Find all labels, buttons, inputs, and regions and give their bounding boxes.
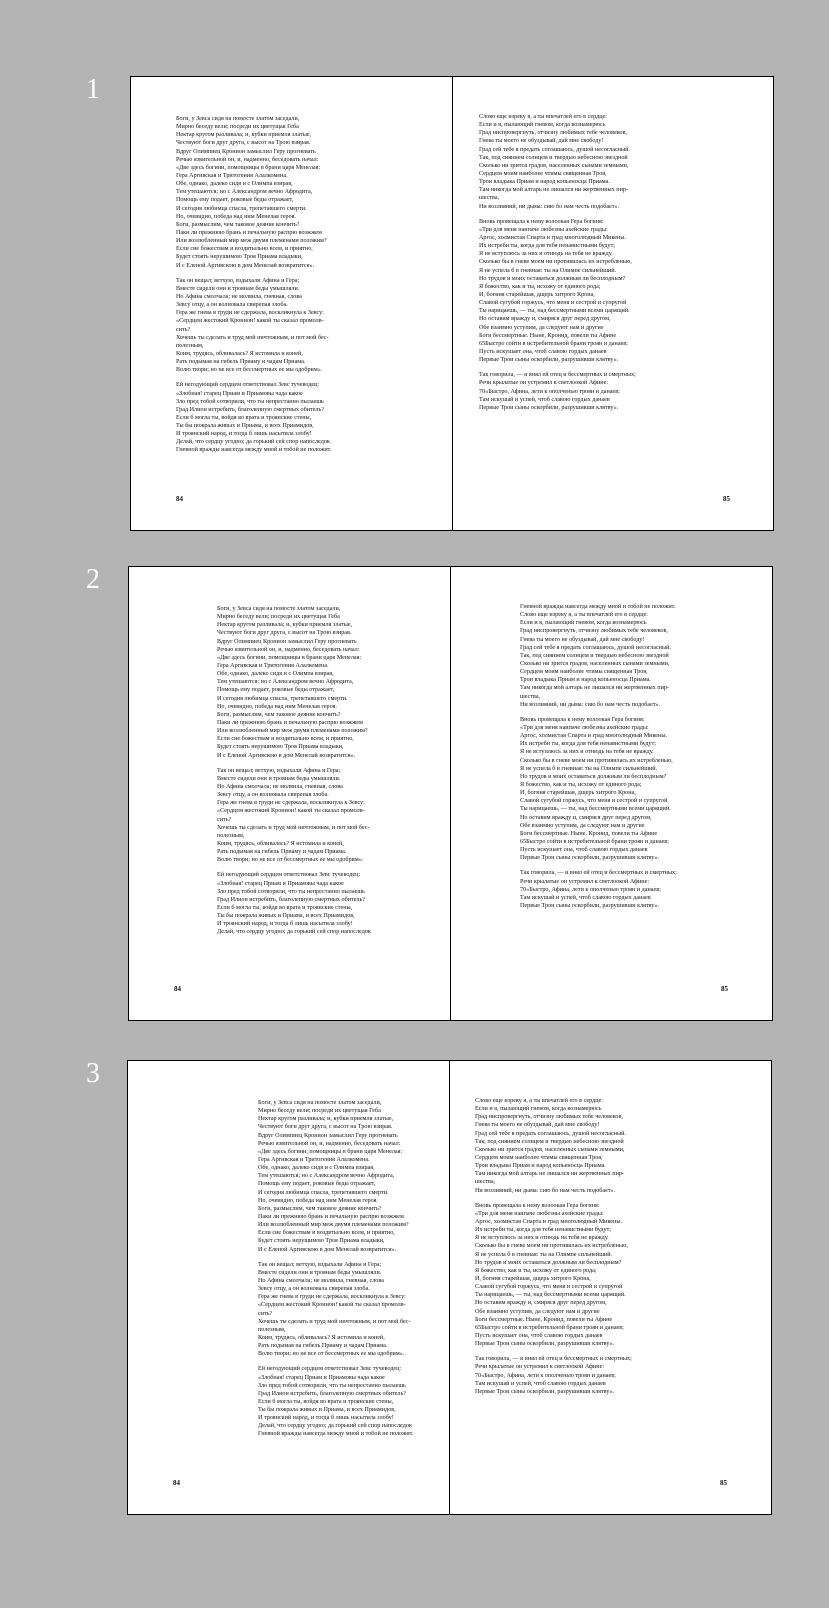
text-line: Так он вещал; ветхую, вздыхали Афина и Гера; [176,277,300,284]
text-line: Вновь провещала к нему волоокая Гера богиня: [479,218,604,225]
text-line: Но оставим вражду и, смиряся друг перед другом, [475,1300,607,1307]
text-line: Если и я, пылающий гневом, когда вознамерюсь [475,1106,602,1113]
text-line: Если б могла ты, войдя во врата и троянские стены, [258,1398,394,1405]
text-line: Вдруг Олимпиец Кронион замыслил Геру прогневать [176,148,316,155]
text-line: 65Быстро сойти в истребительной брани троян и данаев; [479,340,628,347]
text-line: Паки ли прежнюю брань и печальную распрю возжжем [176,229,322,236]
text-line: Гера же гнева в груди не сдержала, воскликнула к Зевсу: [217,800,365,807]
text-line: Я не успела б в гневная: ты на Олимпе сильнейший. [479,267,617,274]
text-line: Обе взаимно уступим, да следуют нам и другие [479,324,604,331]
page-text [217,605,371,936]
text-line: Я не успела б в гневная: ты на Олимпе сильнейший. [520,765,658,772]
text-line: 70«Быстро, Афина, лети к ополченью троян и данаев; [475,1372,616,1379]
text-line: И троянский народ, и тогда б лишь насытила злобу! [258,1415,394,1422]
text-line: Хочешь ты сделать и труд мой ничтожным, и пот мой бес- [258,1318,411,1325]
text-line: Гнева ты моего не обуздывай, дай мне свободу! [475,1122,600,1129]
left-page [129,567,450,1020]
text-line: Обе взаимно уступим, да следуют нам и другие [475,1308,600,1315]
text-line: 70«Быстро, Афина, лети к ополченью троян и данаев; [479,388,620,395]
text-line: Пусть искушает она, чтоб славою гордых данаев [475,1332,603,1339]
text-line: Рать подымая на гибель Приаму и чадам Приама. [217,849,347,856]
text-line: Гера Аргивская и Тритогения Алалкомена. [258,1156,370,1163]
text-line: «Три для меня наипаче любезны ахейские грады: [479,226,608,233]
text-line: Ты нарицаешь, — ты, над бессмертными всеми царящий. [479,308,630,315]
text-line: Слово еще изреку я, а ты впечатлей его в сердце: [475,1098,603,1104]
text-line: Зевсу отцу, а он волновала свирепая злоба. [176,302,288,309]
stanza-gap [217,864,371,871]
text-line: Ей негодующий сердцем ответствовал Зевс тучеводец: [217,872,361,879]
text-line: Аргос, холмистая Спарта и град многолюдный Микены. [475,1218,622,1225]
text-line: Так, под сиянием солнцем и твердью небесною звездной [520,652,669,659]
text-line: Паки ли прежнюю брань и печальную распрю возжжем [217,719,363,726]
text-line: И сегодня любимца спасла, трепетавшего смерти. [217,695,348,702]
text-line: Речью язвительной он, и, надменно, беседовать начал: [258,1140,401,1147]
text-line: И, богиня старейшая, дщерь хитрого Крона, [520,790,636,797]
text-line: Делай, что сердцу угодно; да горький сей спор напоследок [217,929,371,936]
text-line: Сердцем моим наиболее чтимы священная Троя, [520,669,648,676]
text-line: Хочешь ты сделать и труд мой ничтожным, и пот мой бес- [217,824,370,831]
text-line: Я не успела б в гневная: ты на Олимпе сильнейший. [475,1251,613,1258]
stanza-gap [475,1195,632,1202]
text-line: Волю твори; но не все от бессмертных ее мы одобрим». [176,367,323,374]
stanza-gap [258,1358,413,1365]
text-line: Первые Трои сыны оскорбили, разрушивши клятву». [520,855,660,862]
text-line: Сердцем моим наиболее чтимы священная Троя, [475,1154,603,1161]
text-line: «Три для меня наипаче любезны ахейские грады: [520,724,649,731]
text-line: Обе, однако, далеко сидя и с Олимпа взирая, [176,181,293,188]
text-line: Сколько ни зрится градов, населенных сынами земными, [475,1146,625,1153]
stanza-gap [479,211,636,218]
text-line: Трои владыка Приам и народ копьеносца Приама. [475,1163,606,1170]
text-line: Первые Трои сыны оскорбили, разрушивши клятву». [479,404,619,411]
text-line: Боги бессмертные. Ныне, Кронид, повели ты Афине [475,1316,613,1323]
text-line: Обе взаимно уступим, да следуют нам и другие [520,822,645,829]
text-line: Тем утешаются; но с Александром вечно Афродита, [258,1173,395,1180]
stanza-gap [217,760,371,767]
text-line: Паки ли прежнюю брань и печальную распрю возжжем [258,1213,404,1220]
text-line: Там искушай и успей, чтоб славою гордых данаев [479,396,610,403]
page-number: 85 [721,985,728,993]
text-line: Хочешь ты сделать и труд мой ничтожным, и пот мой бес- [176,334,329,341]
text-line: Но оставим вражду и, смиряся друг перед другом, [479,316,611,323]
text-line: Боги, размыслим, чем таковое деяние кончить? [176,221,300,228]
text-line: Речью язвительной он, и, надменно, беседовать начал: [176,156,319,163]
text-line: Гнева ты моего не обуздывай, дай мне свободу! [479,138,604,145]
text-line: Ты нарицаешь, — ты, над бессмертными всеми царящий. [475,1292,626,1299]
text-line: сить? [217,816,232,823]
text-line: Речи крылатые он устремил к светлоокой Афине: [479,380,609,387]
text-line: Славой сугубой горжусь, что меня и сестрой и супругой [520,798,668,805]
text-line: Так он вещал; ветхую, вздыхали Афина и Гера; [258,1261,382,1268]
text-line: Делай, что сердцу угодно; да горький сей спор напоследок [258,1423,412,1430]
page-number: 84 [174,985,181,993]
text-line: шества, [520,693,541,700]
text-line: Сколько ни зрится градов, населенных сынами земными, [479,162,629,169]
text-line: И сегодня любимца спасла, трепетавшего смерти. [258,1189,389,1196]
text-line: Боги бессмертные. Ныне, Кронид, повели ты Афине [520,830,658,837]
text-line: Ты бы пожрала живых и Приама, и всех Приамидов, [258,1407,396,1414]
text-line: 65Быстро сойти в истребительной брани троян и данаев; [520,838,669,845]
text-line: Вместе сидели они и троянам беды умышляли. [217,775,341,782]
text-line: Но Афина смолчала; не молвила, гневная, слова [176,293,302,300]
stanza-gap [520,709,677,716]
text-line: Тем утешаются; но с Александром вечно Афродита, [176,189,313,196]
text-line: «Сердцем жестокий Кронион! какой ты сказал промолв- [258,1302,406,1309]
stanza-gap [258,1254,413,1261]
text-line: Мирно беседу вели; посреди их цветущая Геба [217,614,340,621]
text-line: Мирно беседу вели; посреди их цветущая Геба [258,1108,381,1115]
text-line: Обе, однако, далеко сидя и с Олимпа взирая, [217,671,334,678]
text-line: «Злобная! старец Приам и Приамовы чада какое [258,1374,385,1381]
text-line: Слово еще изреку я, а ты впечатлей его в сердце: [520,612,648,619]
text-line: Слово еще изреку я, а ты впечатлей его в сердце: [479,114,607,120]
text-line: Или возлюбленный мир меж двумя племенами положим? [258,1222,409,1229]
text-line: сить? [176,326,191,333]
text-line: Первые Трои сыны оскорбили, разрушивши клятву». [479,357,619,364]
text-line: Боги бессмертные. Ныне, Кронид, повели ты Афине [479,332,617,339]
text-line: Будет стоять нерушимою Троя Приама владыки, [176,254,303,261]
text-line: Аргос, холмистая Спарта и град многолюдный Микены. [479,234,626,241]
text-line: Вместе сидели они и троянам беды умышляли. [176,285,300,292]
text-line: Боги, у Зевса сидя на помосте златом заседали, [217,606,341,612]
text-line: Гера же гнева в груди не сдержала, воскликнула к Зевсу: [176,310,324,317]
text-line: Град ниспровергнуть, отчизну любимых тебе человеков, [520,628,668,635]
text-line: Но, очевидно, победа над ним Менелая героя. [258,1197,378,1204]
text-line: Гневной вражды навсегда между мной и тобой не положит. [520,604,676,610]
text-line: «Сердцем жестокий Кронион! какой ты сказал промолв- [176,318,324,325]
text-line: Вместе сидели они и троянам беды умышляли. [258,1269,382,1276]
spread-number: 3 [86,1058,100,1089]
text-line: Трои владыка Приам и народ копьеносца Приама. [520,677,651,684]
text-line: Нектар кругом разливала; и, кубки приемля златые, [217,622,353,629]
page-text [258,1099,413,1439]
page-text [475,1097,632,1396]
text-line: Славой сугубой горжусь, что меня и сестрой и супругой [479,300,627,307]
text-line: Обе, однако, далеко сидя и с Олимпа взирая, [258,1165,375,1172]
text-line: «Три для меня наипаче любезны ахейские грады: [475,1210,604,1217]
text-line: Но трудов и моих оставаться должным ли бесплодным? [520,773,667,780]
text-line: Если б могла ты, войдя во врата и троянские стены, [217,904,353,911]
text-line: Их истреби ты, когда для тебя ненавистными будут; [475,1227,611,1234]
text-line: Славой сугубой горжусь, что меня и сестрой и супругой [475,1284,623,1291]
text-line: 70«Быстро, Афина, лети к ополченью троян и данаев; [520,886,661,893]
page-text [176,115,331,455]
page-number: 84 [173,1479,180,1487]
text-line: Сколько бы в гневе моем ни противилась их истребленью, [479,259,632,266]
text-line: Пусть искушает она, чтоб славою гордых данаев [479,348,607,355]
right-page [452,77,773,530]
text-line: Но, очевидно, победа над ним Менелая героя. [217,703,337,710]
text-line: Ей негодующий сердцем ответствовал Зевс тучеводец: [258,1366,402,1373]
text-line: Будет стоять нерушимою Троя Приама владыки, [258,1238,385,1245]
text-line: Зло пред тобой сотворили, что ты непрестанно пылаешь [176,398,324,405]
text-line: Гневной вражды навсегда между мной и тобой не положит. [176,447,332,454]
text-line: Помощь ему подает, роковые беды отражает, [258,1181,376,1188]
text-line: Там никогда мой алтарь не лишался ни жертвенных пир- [520,685,669,692]
page-spread [127,1060,772,1515]
text-line: полезным, [176,342,204,349]
text-line: Но Афина смолчала; не молвила, гневная, слова [258,1277,384,1284]
text-line: И с Еленой Аргивскою в дом Менелай возвратится». [217,752,356,759]
text-line: И троянский народ, и тогда б лишь насытила злобу! [176,431,312,438]
text-line: Трои владыка Приам и народ копьеносца Приама. [479,179,610,186]
text-line: «Две здесь богини, помощницы в брани царя Менелая: [258,1148,403,1155]
text-line: Если сие божествам и воздвтыльно всем, и приятно, [258,1230,395,1237]
right-page [450,567,772,1020]
text-line: Я не вступлюсь за них и отнюдь на тебя не вражду. [479,251,613,258]
text-line: Но Афина смолчала; не молвила, гневная, слова [217,783,343,790]
text-line: Их истреби ты, когда для тебя ненавистными будут; [520,741,656,748]
text-line: Но оставим вражду и, смиряся друг перед другом, [520,814,652,821]
text-line: 65Быстро сойти в истребительной брани троян и данаев; [475,1324,624,1331]
text-line: И с Еленой Аргивскою в дом Менелай возвратится». [258,1246,397,1253]
text-line: Град сей тебе я предать соглашаюсь, душой несогласный. [520,644,671,651]
text-line: Я не вступлюсь за них и отнюдь на тебя не вражду. [475,1235,609,1242]
text-line: И троянский народ, и тогда б лишь насытила злобу! [217,921,353,928]
stanza-gap [176,270,331,277]
spread-number: 1 [86,74,100,105]
text-line: Чествуют боги друг друга, с высот на Трою взирая. [258,1124,393,1131]
text-line: Боги, размыслим, чем таковое деяние кончить? [258,1205,382,1212]
stanza-gap [520,862,677,869]
text-line: Ни возлияний, ни дыма: сию бо нам честь подобает». [479,203,620,210]
text-line: Если сие божествам и воздвтыльно всем, и приятно, [217,736,354,743]
text-line: Коим, трудясь, обливалась? Я истомила и коней, [176,350,303,357]
text-line: Зло пред тобой сотворили, что ты непрестанно пылаешь [258,1382,406,1389]
page-number: 85 [720,1479,727,1487]
text-line: «Сердцем жестокий Кронион! какой ты сказал промолв- [217,808,365,815]
text-line: Но, очевидно, победа над ним Менелая героя. [176,213,296,220]
text-line: Вдруг Олимпиец Кронион замыслил Геру прогневать [258,1132,398,1139]
text-line: Делай, что сердцу угодно; да горький сей спор напоследок [176,439,330,446]
text-line: Мирно беседу вели; посреди их цветущая Геба [176,124,299,131]
text-line: Или возлюбленный мир меж двумя племенами положим? [217,728,368,735]
text-line: Град сей тебе я предать соглашаюсь, душой несогласный. [479,146,630,153]
text-line: Чествуют боги друг друга, с высот на Трою взирая. [176,140,311,147]
text-line: Там никогда мой алтарь не лишался ни жертвенных пир- [479,187,628,194]
text-line: Первые Трои сыны оскорбили, разрушивши клятву». [520,902,660,909]
page-spread [130,76,774,531]
text-line: Боги, размыслим, чем таковое деяние кончить? [217,711,341,718]
text-line: Град Илион истребить, благолепную смертных обитель? [217,896,366,903]
text-line: Зевсу отцу, а он волновала свирепая злоба. [258,1286,370,1293]
text-line: Нектар кругом разливала; и, кубки приемля златые, [176,132,312,139]
text-line: И, богиня старейшая, дщерь хитрого Крона, [479,291,595,298]
text-line: Речи крылатые он устремил к светлоокой Афине: [520,878,650,885]
text-line: Но трудов и моих оставаться должным ли бесплодным? [479,275,626,282]
right-page [449,1061,771,1514]
text-line: И, богиня старейшая, дщерь хитрого Крона, [475,1275,591,1282]
text-line: Речью язвительной он, и, надменно, беседовать начал: [217,646,360,653]
stanza-gap [479,364,636,371]
text-line: Град сей тебе я предать соглашаюсь, душой несогласный. [475,1130,626,1137]
text-line: Аргос, холмистая Спарта и град многолюдный Микены. [520,733,667,740]
text-line: Так говорила, — и внял ей отец и бессмертных и смертных; [479,372,636,379]
text-line: Гера Аргивская и Тритогения Алалкомена. [217,662,329,669]
text-line: Их истреби ты, когда для тебя ненавистными будут; [479,243,615,250]
spread-number: 2 [86,564,100,595]
text-line: полезным, [258,1326,286,1333]
stanza-gap [176,374,331,381]
text-line: Гневной вражды навсегда между мной и тобой не положит. [258,1431,414,1438]
text-line: полезным, [217,832,245,839]
text-line: «Две здесь богини, помощницы в брани царя Менелая: [217,654,362,661]
page-spread [128,566,773,1021]
left-page [128,1061,449,1514]
text-line: Там никогда мой алтарь не лишался ни жертвенных пир- [475,1171,624,1178]
left-page [131,77,452,530]
text-line: Если и я, пылающий гневом, когда вознамерюсь [479,122,606,129]
text-line: Град ниспровергнуть, отчизну любимых тебе человеков, [475,1114,623,1121]
text-line: Тем утешаются; но с Александром вечно Афродита, [217,679,354,686]
text-line: Или возлюбленный мир меж двумя племенами положим? [176,238,327,245]
text-line: «Две здесь богини, помощницы в брани царя Менелая: [176,164,321,171]
page-text [479,113,636,412]
stanza-gap [475,1348,632,1355]
text-line: Так говорила, — и внял ей отец и бессмертных и смертных; [520,870,677,877]
text-line: Если б могла ты, войдя во врата и троянские стены, [176,414,312,421]
text-line: Гера Аргивская и Тритогения Алалкомена. [176,172,288,179]
text-line: Первые Трои сыны оскорбили, разрушивши клятву». [475,1341,615,1348]
text-line: Нектар кругом разливала; и, кубки приемля златые, [258,1116,394,1123]
text-line: Там искушай и успей, чтоб славою гордых данаев [475,1380,606,1387]
text-line: Рать подымая на гибель Приаму и чадам Приама. [176,359,306,366]
text-line: Волю твори; но не все от бессмертных ее мы одобрим». [258,1351,405,1358]
text-line: «Злобная! старец Приам и Приамовы чада какое [176,390,303,397]
text-line: Сколько ни зрится градов, населенных сынами земными, [520,660,670,667]
page-number: 85 [723,495,730,503]
text-line: шества, [479,195,500,202]
text-line: Так, под сиянием солнцем и твердью небесною звездной [475,1138,624,1145]
text-line: «Злобная! старец Приам и Приамовы чада какое [217,880,344,887]
page-number: 84 [176,495,183,503]
text-line: Вдруг Олимпиец Кронион замыслил Геру прогневать [217,638,357,645]
text-line: Я божество, как и ты, исхожу от единого рода; [520,781,642,788]
text-line: Град Илион истребить, благолепную смертных обитель? [258,1390,407,1397]
text-line: Помощь ему подает, роковые беды отражает, [217,687,335,694]
text-line: Я не вступлюсь за них и отнюдь на тебя не вражду. [520,749,654,756]
text-line: Речи крылатые он устремил к светлоокой Афине: [475,1364,605,1371]
text-line: Град Илион истребить, благолепную смертных обитель? [176,406,325,413]
text-line: Сколько бы в гневе моем ни противилась их истребленью, [520,757,673,764]
text-line: Рать подымая на гибель Приаму и чадам Приама. [258,1343,388,1350]
text-line: шества, [475,1179,496,1186]
text-line: Сколько бы в гневе моем ни противилась их истребленью, [475,1243,628,1250]
text-line: И с Еленой Аргивскою в дом Менелай возвратится». [176,262,315,269]
text-line: Град ниспровергнуть, отчизну любимых тебе человеков, [479,130,627,137]
text-line: Будет стоять нерушимою Троя Приама владыки, [217,744,344,751]
text-line: Так он вещал; ветхую, вздыхали Афина и Гера; [217,767,341,774]
text-line: Боги, у Зевса сидя на помосте златом заседали, [258,1100,382,1106]
text-line: И сегодня любимца спасла, трепетавшего смерти. [176,205,307,212]
text-line: Помощь ему подает, роковые беды отражает, [176,197,294,204]
text-line: Пусть искушает она, чтоб славою гордых данаев [520,847,648,854]
text-line: Вновь провещала к нему волоокая Гера богиня: [475,1202,600,1209]
text-line: Первые Трои сыны оскорбили, разрушивши клятву». [475,1388,615,1395]
text-line: Зло пред тобой сотворили, что ты непрестанно пылаешь [217,888,365,895]
text-line: Там искушай и успей, чтоб славою гордых данаев [520,894,651,901]
text-line: Гера же гнева в груди не сдержала, воскликнула к Зевсу: [258,1294,406,1301]
text-line: Коим, трудясь, обливалась? Я истомила и коней, [217,840,344,847]
text-line: Если и я, пылающий гневом, когда вознамерюсь [520,620,647,627]
text-line: Я божество, как и ты, исхожу от единого рода; [475,1267,597,1274]
text-line: Ты нарицаешь, — ты, над бессмертными всеми царящий. [520,806,671,813]
text-line: Так, под сиянием солнцем и твердью небесною звездной [479,154,628,161]
text-line: Чествуют боги друг друга, с высот на Трою взирая. [217,630,352,637]
text-line: Если сие божествам и воздвтыльно всем, и приятно, [176,246,313,253]
text-line: сить? [258,1310,273,1317]
text-line: Ты бы пожрала живых и Приама, и всех Приамидов, [176,423,314,430]
text-line: Я божество, как и ты, исхожу от единого рода; [479,283,601,290]
text-line: Коим, трудясь, обливалась? Я истомила и коней, [258,1334,385,1341]
text-line: Ни возлияний, ни дыма: сию бо нам честь подобает». [475,1187,616,1194]
text-line: Но трудов и моих оставаться должным ли бесплодным? [475,1259,622,1266]
text-line: Гнева ты моего не обуздывай, дай мне свободу! [520,636,645,643]
text-line: Сердцем моим наиболее чтимы священная Троя, [479,170,607,177]
text-line: Зевсу отцу, а он волновала свирепая злоба. [217,792,329,799]
text-line: Так говорила, — и внял ей отец и бессмертных и смертных; [475,1356,632,1363]
text-line: Волю твори; но не все от бессмертных ее мы одобрим». [217,857,364,864]
text-line: Вновь провещала к нему волоокая Гера богиня: [520,716,645,723]
text-line: Ни возлияний, ни дыма: сию бо нам честь подобает». [520,701,661,708]
text-line: Ей негодующий сердцем ответствовал Зевс тучеводец: [176,382,320,389]
page-text [520,603,677,910]
text-line: Боги, у Зевса сидя на помосте златом заседали, [176,116,300,122]
text-line: Ты бы пожрала живых и Приама, и всех Приамидов, [217,913,355,920]
